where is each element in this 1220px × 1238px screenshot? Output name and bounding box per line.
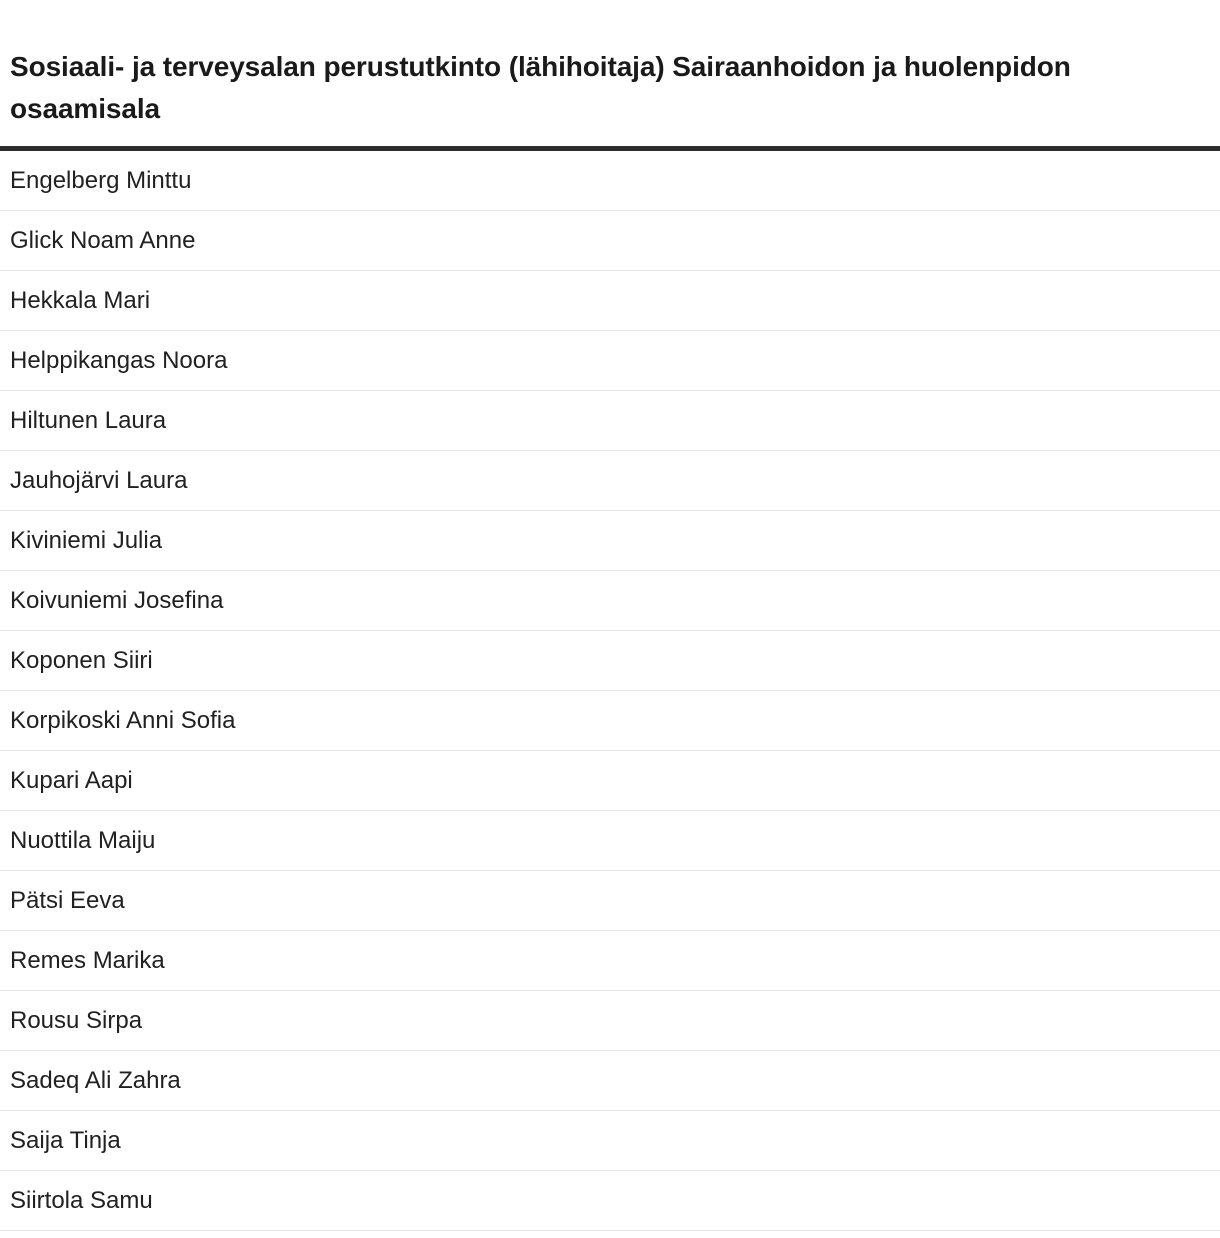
list-item (0, 1051, 1220, 1111)
list-item (0, 691, 1220, 751)
list-item (0, 931, 1220, 991)
student-name: Koivuniemi Josefina (10, 586, 224, 614)
student-name: Remes Marika (10, 946, 165, 974)
student-name: Jauhojärvi Laura (10, 466, 188, 494)
list-item (0, 991, 1220, 1051)
student-name: Helppikangas Noora (10, 346, 228, 374)
student-name: Siirtola Samu (10, 1186, 153, 1214)
student-name: Hiltunen Laura (10, 406, 167, 434)
student-name: Korpikoski Anni Sofia (10, 706, 236, 734)
student-name: Koponen Siiri (10, 646, 153, 674)
list-item (0, 211, 1220, 271)
list-item (0, 571, 1220, 631)
student-name: Kiviniemi Julia (10, 526, 163, 554)
student-name: Pätsi Eeva (10, 886, 125, 914)
list-item (0, 1171, 1220, 1231)
student-name: Nuottila Maiju (10, 826, 156, 854)
list-item (0, 271, 1220, 331)
student-name: Rousu Sirpa (10, 1006, 143, 1034)
list-item (0, 811, 1220, 871)
student-name: Glick Noam Anne (10, 226, 196, 254)
student-name: Hekkala Mari (10, 286, 151, 314)
list-item (0, 391, 1220, 451)
list-item (0, 871, 1220, 931)
list-item (0, 751, 1220, 811)
student-list (0, 151, 1220, 1231)
list-item (0, 451, 1220, 511)
page-title: Sosiaali- ja terveysalan perustutkinto (lähihoitaja) Sairaanhoidon ja huolenpidon osaamisala (10, 51, 1071, 124)
student-name: Engelberg Minttu (10, 166, 192, 194)
list-item (0, 151, 1220, 211)
list-item (0, 331, 1220, 391)
student-name: Kupari Aapi (10, 766, 133, 794)
list-item (0, 1111, 1220, 1171)
student-name: Saija Tinja (10, 1126, 121, 1154)
student-name: Sadeq Ali Zahra (10, 1066, 181, 1094)
list-item (0, 511, 1220, 571)
list-item (0, 631, 1220, 691)
